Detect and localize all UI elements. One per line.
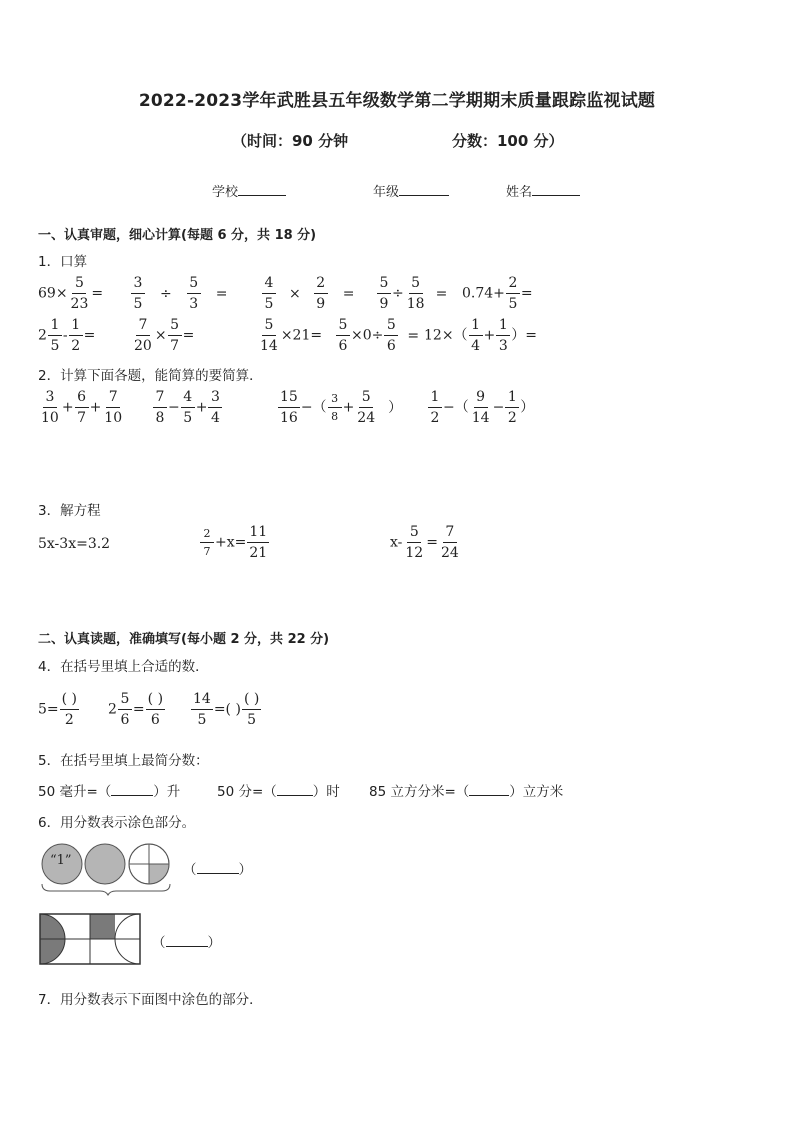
q5-item-2: 50 分=（ ）时 [217,780,340,800]
grade-label: 年级 [373,185,400,200]
score-label: 分数：100 分） [452,132,564,150]
school-field[interactable] [212,181,286,200]
circle-one-label: “1” [50,853,72,868]
calc-r2-3: $\frac{5}{14}$ ×21= [260,317,323,354]
answer-blank[interactable]: ( ) [60,692,79,710]
question-2: 2．计算下面各题，能简算的要简算． [38,368,263,384]
simplify-1: $\frac{3}{10}$ + $\frac{6}{7}$ + $\frac{7}{10}$ [41,389,123,426]
q4-item-b: 2 $\frac{5}{6}$ = $\frac{( )}{6}$ [108,691,164,728]
simplify-4: $\frac{1}{2}$ −（ $\frac{9}{14}$ − $\frac{1}{2}$ ） [427,390,534,425]
question-5: 5．在括号里填上最简分数： [38,753,209,769]
grade-blank[interactable] [399,181,449,196]
q6-answer-1: （ ） [183,858,252,878]
page-title: 2022-2023学年武胜县五年级数学第二学期期末质量跟踪监视试题 [138,91,656,111]
equation-3: x- $\frac{5}{12}$ = $\frac{7}{24}$ [390,524,459,561]
name-blank[interactable] [532,181,580,196]
grade-field[interactable] [373,181,449,200]
equation-2: $\frac{2}{7}$ +x= $\frac{11}{21}$ [199,525,270,560]
calc-r2-2: $\frac{7}{20}$ × $\frac{5}{7}$ = [134,317,195,354]
answer-blank[interactable]: ( ) [146,692,165,710]
calc-r2-4: $\frac{5}{6}$ ×0÷ $\frac{5}{6}$ = [335,318,419,353]
calc-r1-5: 0.74+ $\frac{2}{5}$ = [462,275,533,312]
calc-r2-1: 2 $\frac{1}{5}$ - $\frac{1}{2}$ = [38,317,96,354]
answer-blank[interactable]: ( ) [242,692,261,710]
name-label: 姓名 [506,185,533,200]
answer-blank[interactable]: =( ) [213,701,241,718]
shaded-square [90,914,115,939]
question-3: 3．解方程 [38,503,101,519]
answer-blank[interactable] [469,781,509,796]
simplify-3: $\frac{15}{16}$ −（ $\frac{3}{8}$ + $\frac{5}{24}$ ） [280,389,403,426]
calc-r1-2: $\frac{3}{5}$ ÷ $\frac{5}{3}$ = [130,276,227,311]
answer-blank[interactable] [166,932,208,947]
q6-answer-2: （ ） [152,931,221,951]
q4-item-a: 5= $\frac{( )}{2}$ [38,691,78,728]
brace [42,884,170,895]
equation-1: 5x-3x=3.2 [38,536,111,552]
calc-r2-5: 12×（ $\frac{1}{4}$ + $\frac{1}{3}$ ）= [424,317,538,354]
question-7: 7．用分数表示下面图中涂色的部分． [38,992,263,1008]
name-field[interactable] [506,181,580,200]
rectangle-figure [38,912,142,968]
question-4: 4．在括号里填上合适的数． [38,659,209,675]
section-1-heading: 一、认真审题，细心计算(每题 6 分，共 18 分) [38,228,317,243]
question-6: 6．用分数表示涂色部分。 [38,815,196,831]
calc-r1-4: $\frac{5}{9}$ ÷ $\frac{5}{18}$ = [376,276,447,311]
answer-blank[interactable] [277,781,313,796]
answer-blank[interactable] [197,859,239,874]
q4-item-c: $\frac{14}{5}$ =( ) $\frac{( )}{5}$ [193,691,260,728]
simplify-2: $\frac{7}{8}$ − $\frac{4}{5}$ + $\frac{3}{4}$ [152,390,223,425]
school-blank[interactable] [238,181,286,196]
q5-item-1: 50 毫升=（ ）升 [38,780,180,800]
section-2-heading: 二、认真读题，准确填写(每小题 2 分，共 22 分) [38,632,330,647]
circles-figure [38,840,178,896]
school-label: 学校 [212,185,239,200]
q5-item-3: 85 立方分米=（ ）立方米 [369,780,563,800]
calc-r1-3: $\frac{4}{5}$ × $\frac{2}{9}$ = [261,276,354,311]
question-1: 1．口算 [38,254,88,270]
time-label: （时间：90 分钟 [232,132,349,150]
calc-r1-1: 69× $\frac{5}{23}$ = [38,275,104,312]
shaded-circle-2 [85,844,125,884]
answer-blank[interactable] [111,781,153,796]
